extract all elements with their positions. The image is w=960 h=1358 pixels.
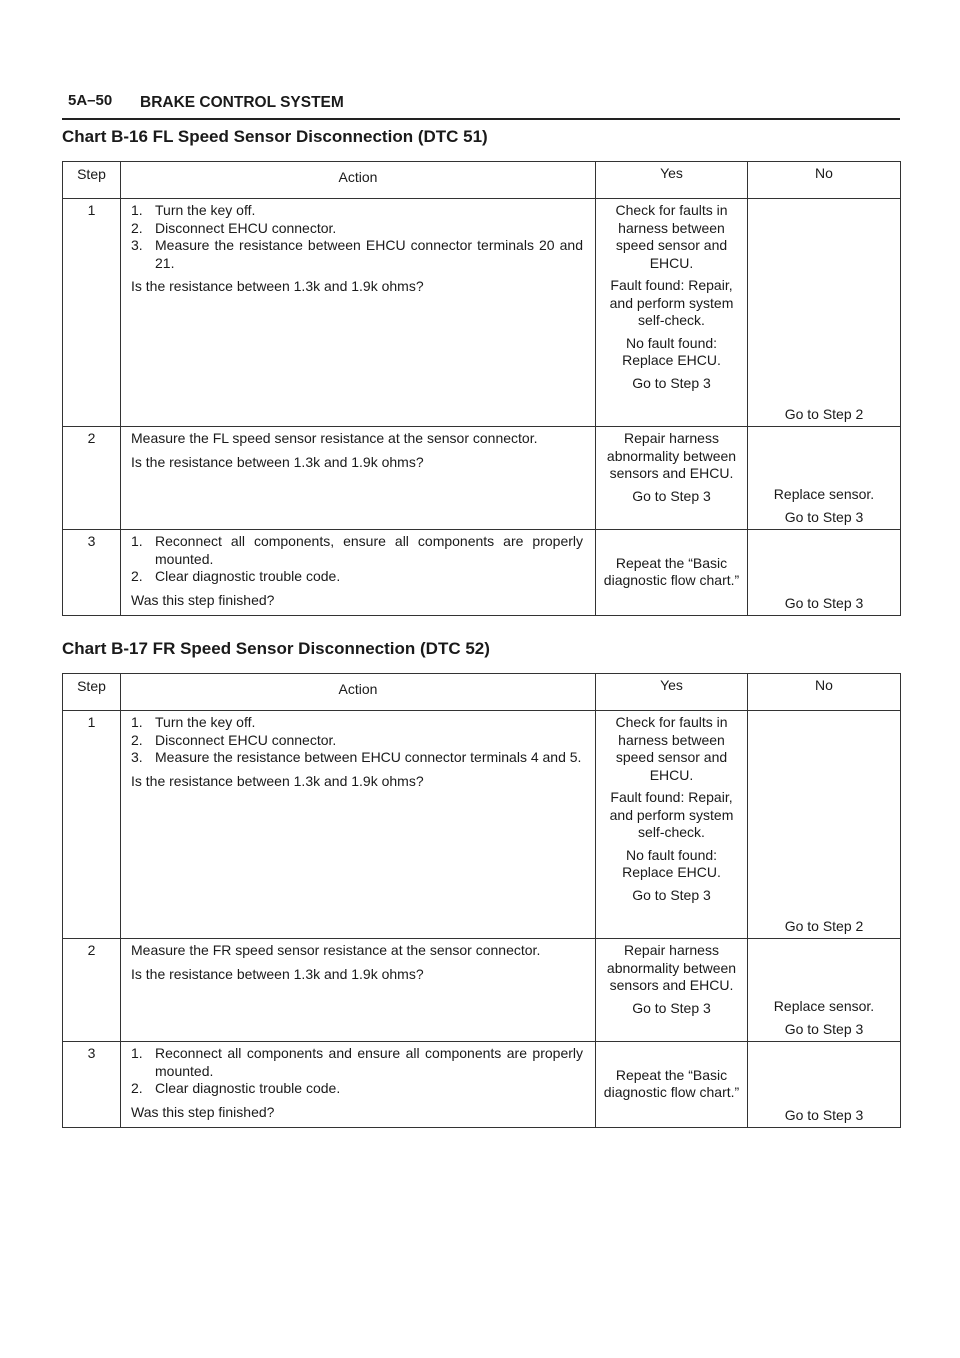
step-number: 2: [63, 939, 121, 1042]
column-header-no: No: [748, 162, 901, 199]
action-cell: [121, 1042, 596, 1128]
yes-result: Fault found: Repair, and perform system self-check.: [609, 789, 734, 840]
no-cell: [748, 939, 901, 1042]
action-question: Is the resistance between 1.3k and 1.9k ohms?: [131, 278, 424, 294]
chart-title-b17: Chart B-17 FR Speed Sensor Disconnection (DTC 52): [62, 639, 490, 658]
no-cell: [748, 199, 901, 427]
action-cell: [121, 199, 596, 427]
yes-result: Repair harness abnormality between sensors and EHCU.: [606, 430, 737, 481]
no-cell: [748, 530, 901, 616]
column-header-step: Step: [63, 674, 121, 711]
yes-cell: [596, 199, 748, 427]
no-result: Go to Step 3: [784, 1020, 864, 1037]
action-item: 1. Turn the key off.: [131, 202, 256, 218]
page-header: [62, 88, 900, 120]
step-number: 3: [63, 1042, 121, 1128]
yes-result: Repeat the “Basic diagnostic flow chart.”: [603, 1066, 740, 1100]
no-result: Go to Step 3: [784, 1106, 864, 1123]
yes-result: Go to Step 3: [632, 999, 711, 1016]
column-header-yes: Yes: [596, 162, 748, 199]
no-result: Go to Step 3: [784, 594, 864, 611]
action-question: Is the resistance between 1.3k and 1.9k ohms?: [131, 772, 424, 789]
column-header-no: No: [748, 674, 901, 711]
action-cell: [121, 711, 596, 939]
yes-result: Check for faults in harness between speed sensor and EHCU.: [615, 714, 728, 783]
table-header-row: [63, 674, 901, 711]
action-question: Was this step finished?: [131, 591, 275, 608]
table-row: [63, 530, 901, 616]
yes-result: Repair harness abnormality between sensors and EHCU.: [606, 942, 737, 993]
no-cell: [748, 1042, 901, 1128]
action-item: 2. Clear diagnostic trouble code.: [131, 568, 341, 584]
action-item: 2. Disconnect EHCU connector.: [131, 219, 337, 236]
yes-result: Repeat the “Basic diagnostic flow chart.”: [603, 554, 740, 588]
yes-cell: [596, 711, 748, 939]
column-header-action: Action: [121, 674, 596, 711]
yes-cell: [596, 1042, 748, 1128]
action-text: Measure the FR speed sensor resistance at the sensor connector.: [131, 942, 541, 958]
column-header-action: Action: [121, 162, 596, 199]
table-header-row: [63, 162, 901, 199]
diagnostic-table-b17: [62, 673, 901, 1128]
action-question: Is the resistance between 1.3k and 1.9k ohms?: [131, 965, 424, 982]
action-item: 3. Measure the resistance between EHCU connector terminals 4 and 5.: [131, 749, 582, 765]
action-text: Measure the FL speed sensor resistance at the sensor connector.: [131, 430, 538, 446]
chart-title-b16: Chart B-16 FL Speed Sensor Disconnection (DTC 51): [62, 127, 488, 146]
table-row: [63, 939, 901, 1042]
no-cell: [748, 427, 901, 530]
no-result: Go to Step 3: [784, 508, 864, 525]
no-result: Go to Step 2: [784, 917, 864, 934]
yes-cell: [596, 939, 748, 1042]
action-item: 2. Clear diagnostic trouble code.: [131, 1080, 341, 1096]
action-cell: [121, 530, 596, 616]
diagnostic-table-b16: [62, 161, 901, 616]
action-cell: [121, 427, 596, 530]
yes-result: Check for faults in harness between speed sensor and EHCU.: [615, 202, 728, 271]
column-header-step: Step: [63, 162, 121, 199]
column-header-yes: Yes: [596, 674, 748, 711]
step-number: 1: [63, 711, 121, 939]
no-cell: [748, 711, 901, 939]
yes-result: No fault found: Replace EHCU.: [622, 846, 721, 880]
action-item: 2. Disconnect EHCU connector.: [131, 731, 337, 748]
yes-cell: [596, 427, 748, 530]
yes-cell: [596, 530, 748, 616]
yes-result: Go to Step 3: [632, 487, 711, 504]
yes-result: Go to Step 3: [632, 374, 711, 391]
table-row: [63, 1042, 901, 1128]
action-item: 1. Turn the key off.: [131, 714, 256, 730]
table-row: [63, 199, 901, 427]
action-cell: [121, 939, 596, 1042]
yes-result: Fault found: Repair, and perform system self-check.: [609, 277, 734, 328]
action-item: 1. Reconnect all components, ensure all components are properly mounted.: [131, 533, 583, 567]
action-question: Was this step finished?: [131, 1103, 275, 1120]
step-number: 3: [63, 530, 121, 616]
action-item: 3. Measure the resistance between EHCU connector terminals 20 and 21.: [131, 237, 583, 271]
step-number: 1: [63, 199, 121, 427]
action-question: Is the resistance between 1.3k and 1.9k ohms?: [131, 453, 424, 470]
no-result: Go to Step 2: [784, 405, 864, 422]
yes-result: No fault found: Replace EHCU.: [622, 334, 721, 368]
section-title: BRAKE CONTROL SYSTEM: [140, 94, 344, 111]
page-number: 5A–50: [68, 92, 113, 109]
yes-result: Go to Step 3: [632, 886, 711, 903]
no-result: Replace sensor.: [773, 486, 875, 502]
table-row: [63, 427, 901, 530]
no-result: Replace sensor.: [773, 998, 875, 1014]
step-number: 2: [63, 427, 121, 530]
table-row: [63, 711, 901, 939]
action-item: 1. Reconnect all components and ensure all components are properly mounted.: [131, 1045, 583, 1079]
